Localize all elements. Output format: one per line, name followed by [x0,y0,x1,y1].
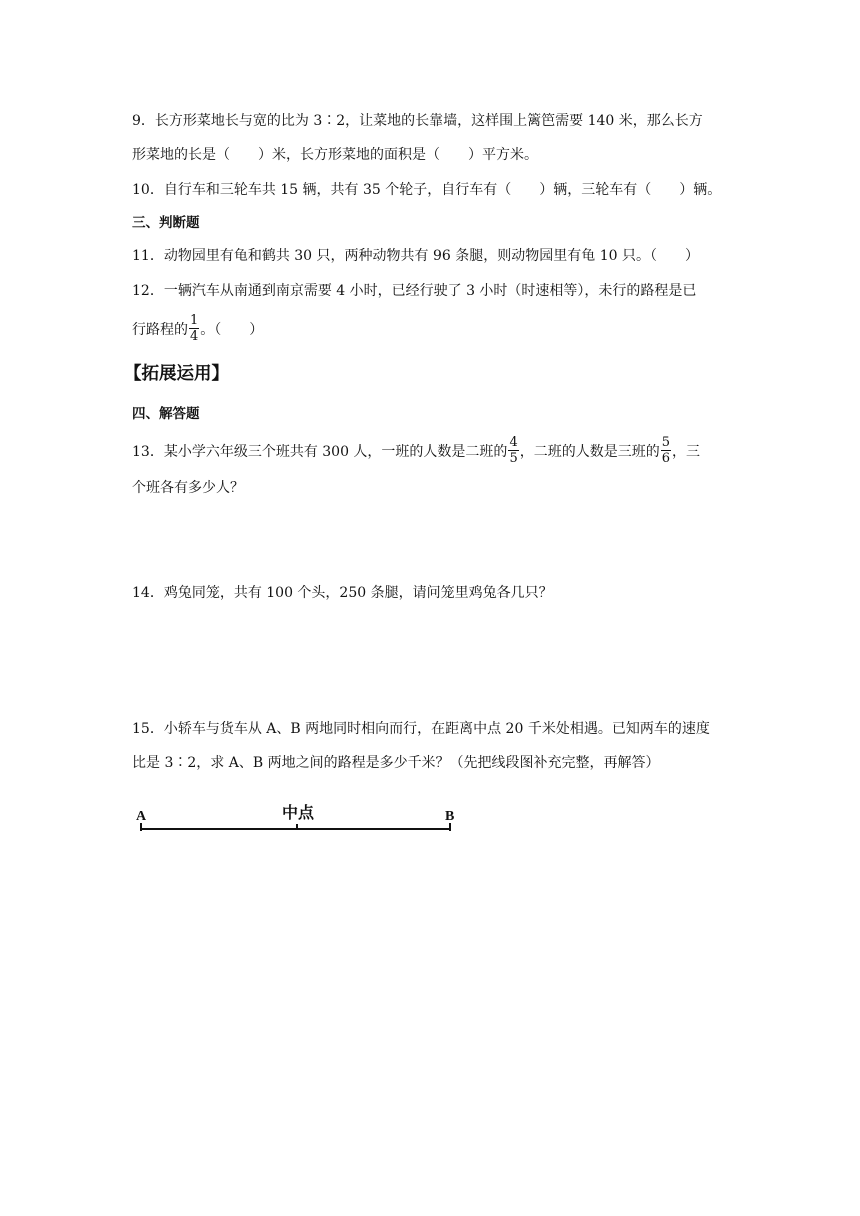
point-a-label: A [136,809,147,824]
fraction-numerator: 4 [509,434,518,450]
q9-line-1: 9．长方形菜地长与宽的比为 3∶2，让菜地的长靠墙，这样围上篱笆需要 140 米，那么长方 [132,113,703,129]
q13-part-a: 13．某小学六年级三个班共有 300 人，一班的人数是二班的 [132,444,508,460]
line-segment-diagram[interactable] [130,798,470,848]
q12-line-1: 12．一辆汽车从南通到南京需要 4 小时，已经行驶了 3 小时（时速相等），未行的路程是已 [132,283,697,299]
fraction-five-sixths [661,435,671,466]
fraction-numerator: 5 [661,434,670,450]
fraction-denominator: 5 [509,450,518,466]
question-14: 14．鸡兔同笼，共有 100 个头，250 条腿，请问笼里鸡兔各几只？ [132,585,553,601]
q9-line-2: 形菜地的长是（ ）米，长方形菜地的面积是（ ）平方米。 [132,147,538,163]
fraction-denominator: 4 [190,328,199,344]
fraction-four-fifths [508,435,518,466]
q12-line-2 [132,314,740,346]
section-3-heading: 三、判断题 [132,215,200,231]
q13-line-1 [132,432,740,472]
fraction-denominator: 6 [661,450,670,466]
fraction-numerator: 1 [190,312,199,328]
extension-heading: 【拓展运用】 [124,364,229,384]
question-11: 11．动物园里有龟和鹤共 30 只，两种动物共有 96 条腿，则动物园里有龟 10 只。（ ） [132,248,699,264]
point-b-label: B [445,809,455,824]
question-10: 10．自行车和三轮车共 15 辆，共有 35 个轮子，自行车有（ ）辆，三轮车有（ ）辆。 [132,182,722,198]
fraction-one-quarter [189,313,199,344]
section-4-heading: 四、解答题 [132,406,200,422]
q13-part-b: ，二班的人数是三班的 [519,444,660,460]
q15-line-1: 15．小轿车与货车从 A、B 两地同时相向而行，在距离中点 20 千米处相遇。已知两车的速度 [132,721,710,737]
q13-part-c: ，三 [672,444,700,460]
q12-text-after: 。（ ） [200,322,264,338]
q13-line-2: 个班各有多少人？ [132,480,244,496]
q12-text-before: 行路程的 [132,322,188,338]
q15-line-2: 比是 3∶2，求 A、B 两地之间的路程是多少千米？（先把线段图补充完整，再解答） [132,755,660,771]
midpoint-label: 中点 [282,803,315,822]
